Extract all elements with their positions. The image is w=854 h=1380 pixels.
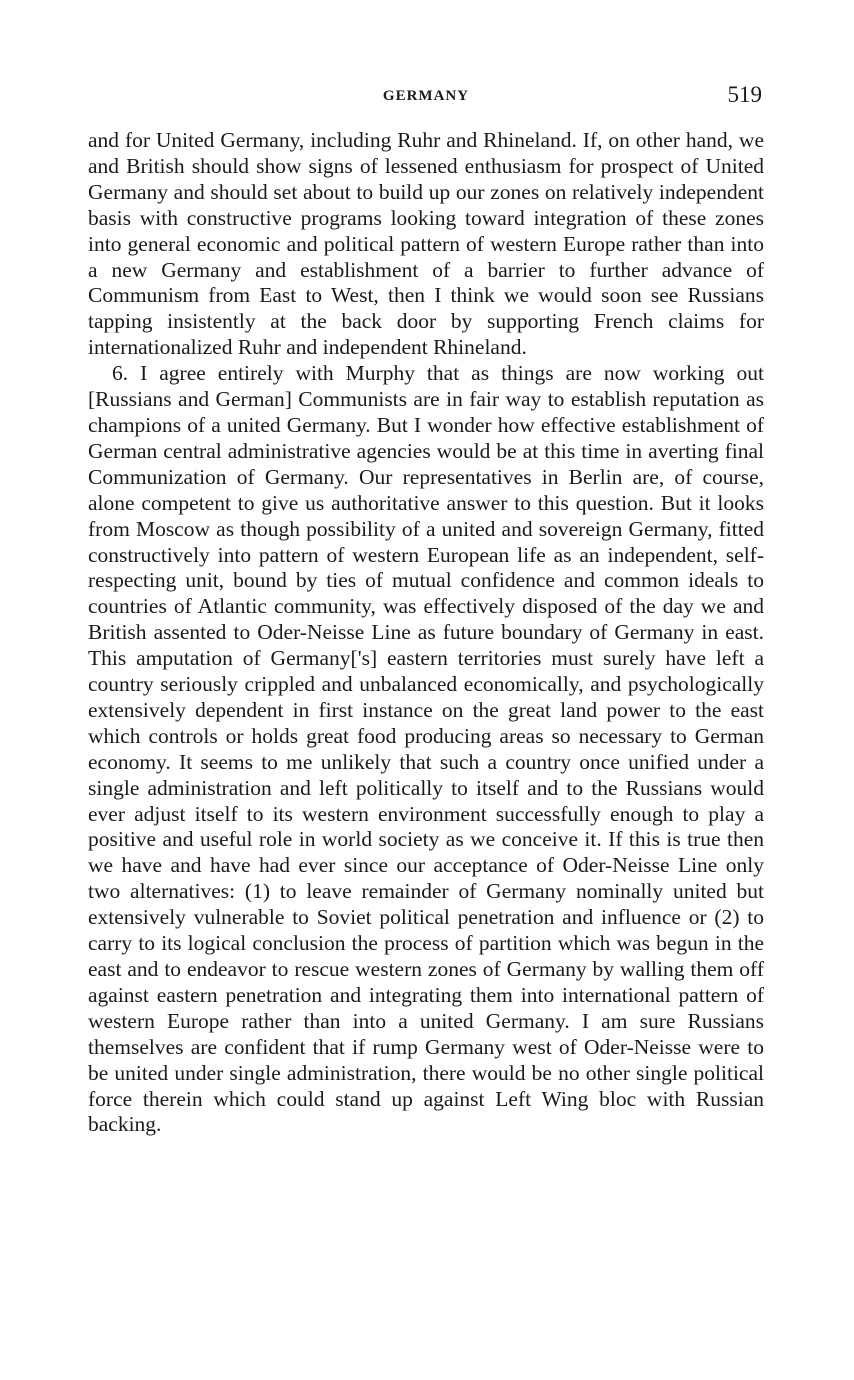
page-number: 519 xyxy=(727,82,762,107)
paragraph-continuation: and for United Germany, including Ruhr and Rhineland. If, on other hand, we and British should show signs of lessened enthusiasm for prospect of United Germany and should set about to build up our zones on relatively independent basis with constructive programs looking toward integration of these zones into general economic and political pattern of western Europe rather than into a new Germany and establishment of a barrier to further advance of Communism from East to West, then I think we would soon see Russians tapping insistently at the back door by supporting French claims for internationalized Ruhr and independent Rhineland. xyxy=(88,128,764,360)
paragraph-6: 6. I agree entirely with Murphy that as things are now working out [Russians and German] Communists are in fair way to establish reputation as champions of a united Germany. But I wonder how effective establishment of German central administrative agencies would be at this time in averting final Communization of Germany. Our representatives in Berlin are, of course, alone competent to give us authoritative answer to this question. But it looks from Moscow as though possibility of a united and sovereign Germany, fitted constructively into pattern of western European life as an independent, self-respecting unit, bound by ties of mutual confidence and common ideals to countries of Atlantic community, was effectively disposed of the day we and British assented to Oder-Neisse Line as future boundary of Germany in east. This amputation of Germany['s] eastern territories must surely have left a country seriously crippled and unbalanced economically, and psychologically extensively dependent in first instance on the great land power to the east which controls or holds great food producing areas so necessary to German economy. It seems to me unlikely that such a country once unified under a single administration and left politically to itself and to the Russians would ever adjust itself to its western environment successfully enough to play a positive and useful role in world society as we conceive it. If this is true then we have and have had ever since our acceptance of Oder-Neisse Line only two alternatives: (1) to leave remainder of Germany nominally united but extensively vulnerable to Soviet political penetration and influence or (2) to carry to its logical conclusion the process of partition which was begun in the east and to endeavor to rescue western zones of Germany by walling them off against eastern penetration and integrating them into international pattern of western Europe rather than into a united Germany. I am sure Russians themselves are confident that if rump Germany west of Oder-Neisse were to be united under single administration, there would be no other single political force therein which could stand up against Left Wing bloc with Russian backing. xyxy=(88,361,764,1137)
running-header xyxy=(88,82,764,112)
running-title: GERMANY xyxy=(382,88,470,104)
body-text xyxy=(88,128,764,1138)
